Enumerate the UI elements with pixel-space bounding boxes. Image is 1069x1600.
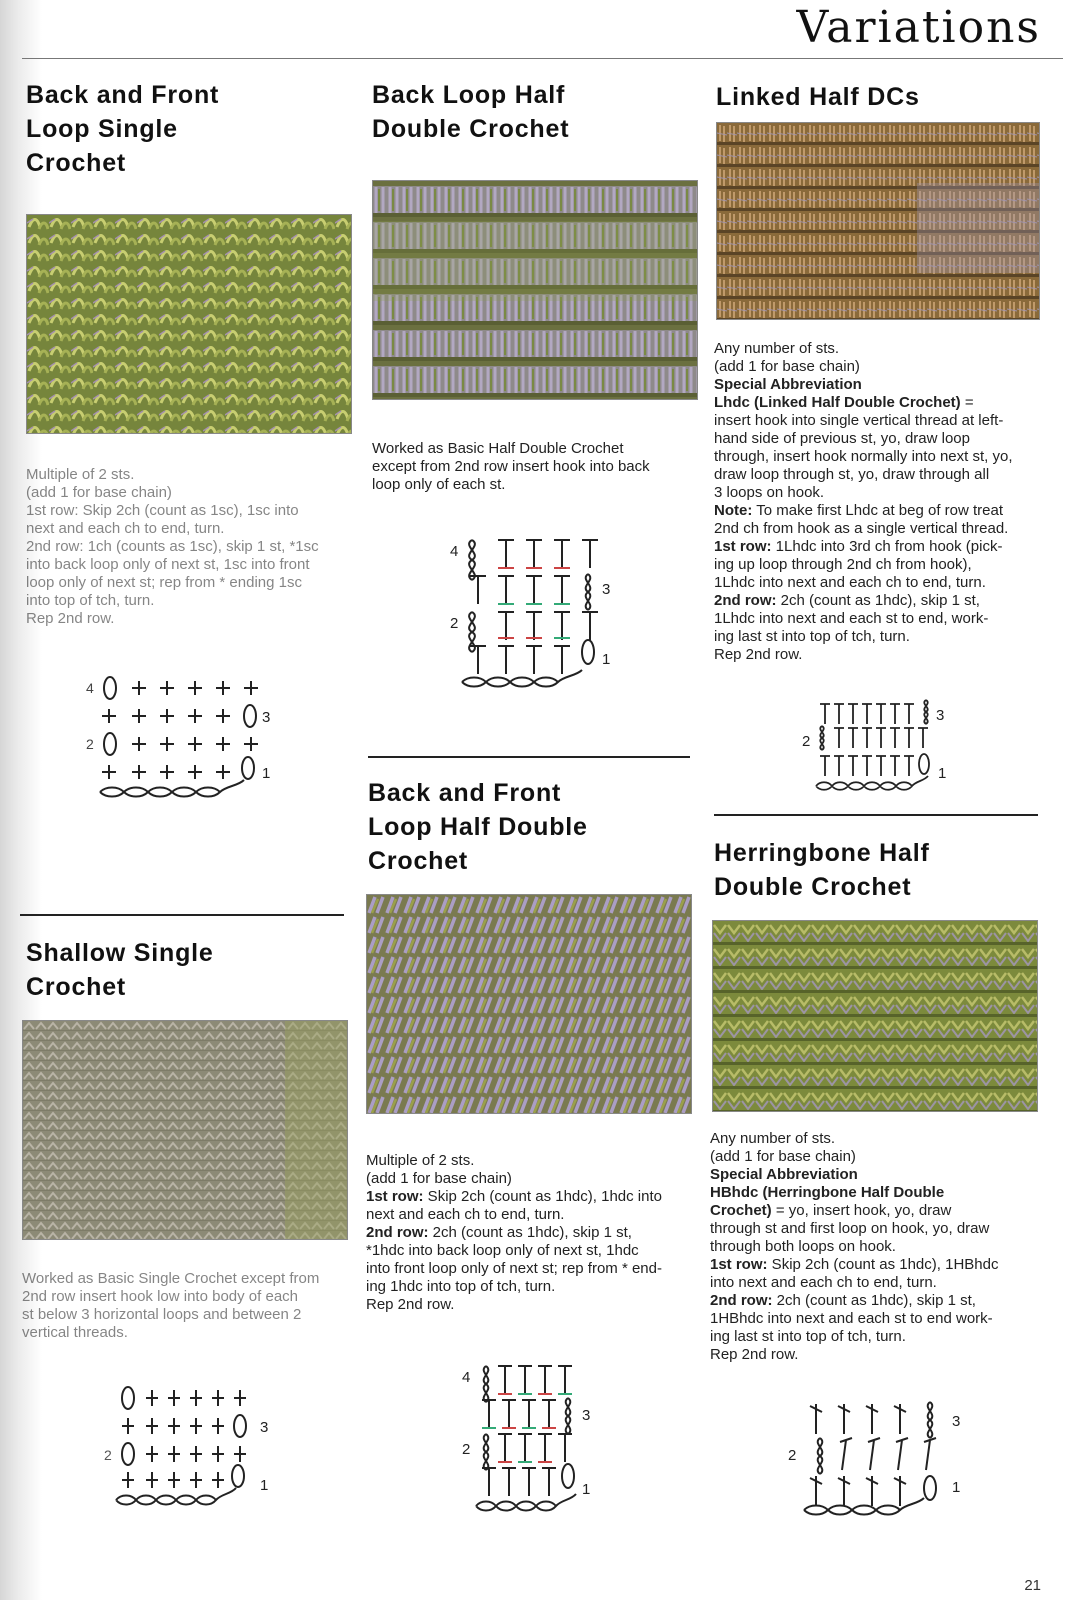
- instruction-line: [714, 646, 1044, 664]
- instruction-line: 2nd row: 1ch (counts as 1sc), skip 1 st, *1sc: [26, 538, 319, 555]
- header-rule: [22, 58, 1063, 59]
- instruction-line: Rep 2nd row.: [26, 610, 115, 627]
- title-line: Double Crochet: [372, 115, 570, 143]
- section-divider: [714, 814, 1038, 816]
- instruction-line: (add 1 for base chain): [26, 484, 172, 501]
- instruction-text: =: [960, 394, 974, 411]
- section-bf-sc-title: [26, 78, 219, 180]
- instruction-line: [710, 1220, 1036, 1238]
- instruction-line: [714, 484, 1044, 502]
- instruction-text: hand side of previous st, yo, draw loop: [714, 430, 970, 447]
- instruction-line: [710, 1238, 1036, 1256]
- stitch-diagram-herringbone: [780, 1396, 980, 1526]
- stitch-diagram-shallow-sc: [100, 1380, 280, 1510]
- instruction-line: [366, 1242, 692, 1260]
- instruction-line: [710, 1328, 1036, 1346]
- instruction-text: (add 1 for base chain): [710, 1148, 856, 1165]
- instruction-text: Multiple of 2 sts.: [366, 1152, 475, 1169]
- instruction-text: Rep 2nd row.: [366, 1296, 455, 1313]
- instruction-line: [710, 1202, 1036, 1220]
- instruction-text: into next and each ch to end, turn.: [710, 1274, 937, 1291]
- swatch-photo-linked-hdc: [716, 122, 1040, 320]
- instruction-line: [710, 1310, 1036, 1328]
- instruction-line: [366, 1260, 692, 1278]
- instruction-text: through st and first loop on hook, yo, draw: [710, 1220, 990, 1237]
- instruction-line: [710, 1148, 1036, 1166]
- instruction-line: [714, 430, 1044, 448]
- instruction-line: 2nd row insert hook low into body of each: [22, 1288, 298, 1305]
- chart-row-label: 2: [462, 1441, 471, 1458]
- chart-row-label: 3: [952, 1413, 961, 1430]
- instruction-line: [366, 1206, 692, 1224]
- chart-row-label: 3: [602, 581, 611, 598]
- instruction-line: [714, 610, 1044, 628]
- instruction-line: [366, 1188, 692, 1206]
- title-line: Herringbone Half: [714, 839, 930, 867]
- swatch-photo-bf-sc: [26, 214, 352, 434]
- stitch-diagram-linked-hdc: [800, 696, 970, 796]
- instruction-line: next and each ch to end, turn.: [26, 520, 225, 537]
- title-line: Back and Front: [368, 779, 562, 807]
- title-line: Back and Front: [26, 81, 220, 109]
- instruction-bold-label: Lhdc (Linked Half Double Crochet): [714, 394, 961, 411]
- instruction-text: into front loop only of next st; rep from * end-: [366, 1260, 662, 1277]
- stitch-diagram-bf-hdc: [456, 1360, 616, 1520]
- chart-row-label: 3: [582, 1407, 591, 1424]
- title-line: Crochet: [368, 847, 469, 875]
- instruction-text: ing up loop through 2nd ch from hook),: [714, 556, 972, 573]
- instruction-text: 2ch (count as 1hdc), skip 1 st,: [428, 1224, 632, 1241]
- instruction-text: next and each ch to end, turn.: [366, 1206, 565, 1223]
- instruction-line: [714, 358, 1044, 376]
- section-bl-hdc-title: [372, 78, 569, 146]
- instruction-text: Any number of sts.: [710, 1130, 836, 1147]
- instruction-text: Skip 2ch (count as 1hdc), 1hdc into: [423, 1188, 662, 1205]
- chart-row-label: 4: [450, 543, 459, 560]
- instruction-line: [714, 520, 1044, 538]
- instruction-text: through, insert hook normally into next st, yo,: [714, 448, 1013, 465]
- section-herringbone-instructions: [710, 1130, 1036, 1364]
- instruction-text: *1hdc into back loop only of next st, 1hdc: [366, 1242, 639, 1259]
- swatch-photo-bf-hdc: [366, 894, 692, 1114]
- instruction-line: [710, 1130, 1036, 1148]
- instruction-line: [710, 1166, 1036, 1184]
- instruction-text: Any number of sts.: [714, 340, 840, 357]
- instruction-text: (add 1 for base chain): [714, 358, 860, 375]
- instruction-line: [714, 574, 1044, 592]
- section-bf-sc-instructions: [26, 466, 348, 628]
- instruction-text: ing last st into top of tch, turn.: [710, 1328, 906, 1345]
- chart-row-label: 3: [260, 1419, 269, 1436]
- swatch-photo-herringbone: [712, 920, 1038, 1112]
- chart-row-label: 2: [802, 733, 811, 750]
- section-linked-instructions: [714, 340, 1044, 664]
- instruction-text: = yo, insert hook, yo, draw: [771, 1202, 952, 1219]
- instruction-line: [714, 394, 1044, 412]
- instruction-text: 2ch (count as 1hdc), skip 1 st,: [776, 592, 980, 609]
- section-bf-hdc-instructions: [366, 1152, 692, 1314]
- instruction-text: (add 1 for base chain): [366, 1170, 512, 1187]
- instruction-line: st below 3 horizontal loops and between 2: [22, 1306, 302, 1323]
- instruction-text: Skip 2ch (count as 1hdc), 1HBhdc: [767, 1256, 999, 1273]
- title-line: Loop Single: [26, 115, 178, 143]
- instruction-line: into back loop only of next st, 1sc into front: [26, 556, 310, 573]
- instruction-line: [714, 628, 1044, 646]
- instruction-line: [710, 1184, 1036, 1202]
- title-line: Linked Half DCs: [716, 83, 920, 111]
- title-line: Double Crochet: [714, 873, 912, 901]
- instruction-bold-label: Special Abbreviation: [710, 1166, 858, 1183]
- instruction-text: Rep 2nd row.: [710, 1346, 799, 1363]
- chart-row-label: 1: [582, 1481, 591, 1498]
- stitch-diagram-bf-sc: [80, 672, 290, 802]
- instruction-line: into top of tch, turn.: [26, 592, 155, 609]
- instruction-line: [714, 556, 1044, 574]
- stitch-diagram-bl-hdc: [446, 532, 626, 692]
- chart-row-label: 1: [262, 765, 271, 782]
- instruction-bold-label: 1st row:: [710, 1256, 768, 1273]
- chart-row-label: 2: [104, 1447, 112, 1463]
- instruction-line: Worked as Basic Single Crochet except from: [22, 1270, 320, 1287]
- instruction-line: [366, 1278, 692, 1296]
- title-line: Crochet: [26, 149, 127, 177]
- instruction-text: 1HBhdc into next and each st to end work-: [710, 1310, 993, 1327]
- instruction-text: 1Lhdc into 3rd ch from hook (pick-: [771, 538, 1003, 555]
- instruction-line: 1st row: Skip 2ch (count as 1sc), 1sc into: [26, 502, 299, 519]
- instruction-line: [714, 448, 1044, 466]
- instruction-bold-label: Special Abbreviation: [714, 376, 862, 393]
- instruction-line: [366, 1152, 692, 1170]
- chart-row-label: 3: [936, 707, 945, 724]
- instruction-text: Rep 2nd row.: [714, 646, 803, 663]
- instruction-text: through both loops on hook.: [710, 1238, 896, 1255]
- instruction-text: insert hook into single vertical thread at left-: [714, 412, 1004, 429]
- instruction-bold-label: HBhdc (Herringbone Half Double: [710, 1184, 945, 1201]
- instruction-line: [366, 1296, 692, 1314]
- instruction-text: 2nd ch from hook as a single vertical thread.: [714, 520, 1009, 537]
- instruction-bold-label: 2nd row:: [710, 1292, 773, 1309]
- instruction-line: [714, 340, 1044, 358]
- title-line: Back Loop Half: [372, 81, 566, 109]
- instruction-line: loop only of each st.: [372, 476, 506, 493]
- instruction-line: [710, 1256, 1036, 1274]
- instruction-line: [710, 1346, 1036, 1364]
- instruction-text: 1Lhdc into next and each ch to end, turn.: [714, 574, 986, 591]
- chart-row-label: 1: [602, 651, 611, 668]
- chart-row-label: 1: [938, 765, 947, 782]
- chart-row-label: 3: [262, 709, 271, 726]
- chart-row-label: 4: [462, 1369, 471, 1386]
- instruction-line: [710, 1274, 1036, 1292]
- instruction-bold-label: Crochet): [710, 1202, 772, 1219]
- instruction-line: except from 2nd row insert hook into back: [372, 458, 650, 475]
- chart-row-label: 2: [86, 736, 94, 752]
- title-line: Shallow Single: [26, 939, 214, 967]
- instruction-line: [366, 1170, 692, 1188]
- swatch-photo-bl-hdc: [372, 180, 698, 400]
- instruction-bold-label: 1st row:: [366, 1188, 424, 1205]
- section-bf-hdc-title: [368, 776, 588, 878]
- instruction-text: draw loop through st, yo, draw through all: [714, 466, 990, 483]
- section-herringbone-title: [714, 836, 930, 904]
- instruction-line: [714, 538, 1044, 556]
- instruction-line: [714, 592, 1044, 610]
- page-heading: Variations: [796, 2, 1041, 53]
- instruction-line: Worked as Basic Half Double Crochet: [372, 440, 624, 457]
- chart-row-label: 2: [788, 1447, 797, 1464]
- title-line: Loop Half Double: [368, 813, 588, 841]
- instruction-line: [714, 502, 1044, 520]
- instruction-bold-label: 2nd row:: [366, 1224, 429, 1241]
- section-shallow-sc-instructions: [22, 1270, 344, 1342]
- instruction-text: ing 1hdc into top of tch, turn.: [366, 1278, 556, 1295]
- chart-row-label: 4: [86, 680, 94, 696]
- instruction-line: [710, 1292, 1036, 1310]
- instruction-text: 2ch (count as 1hdc), skip 1 st,: [772, 1292, 976, 1309]
- chart-row-label: 1: [952, 1479, 961, 1496]
- instruction-line: [714, 412, 1044, 430]
- section-bl-hdc-instructions: [372, 440, 696, 494]
- section-divider: [368, 756, 690, 758]
- page-number: 21: [1024, 1577, 1041, 1594]
- instruction-line: Multiple of 2 sts.: [26, 466, 135, 483]
- chart-row-label: 2: [450, 615, 459, 632]
- instruction-text: 3 loops on hook.: [714, 484, 825, 501]
- instruction-line: loop only of next st; rep from * ending 1sc: [26, 574, 302, 591]
- instruction-line: [714, 466, 1044, 484]
- swatch-photo-shallow-sc: [22, 1020, 348, 1240]
- title-line: Crochet: [26, 973, 127, 1001]
- instruction-text: To make first Lhdc at beg of row treat: [752, 502, 1004, 519]
- section-divider: [20, 914, 344, 916]
- instruction-bold-label: 1st row:: [714, 538, 772, 555]
- chart-row-label: 1: [260, 1477, 269, 1494]
- instruction-bold-label: 2nd row:: [714, 592, 777, 609]
- instruction-bold-label: Note:: [714, 502, 753, 519]
- instruction-line: vertical threads.: [22, 1324, 128, 1341]
- instruction-text: 1Lhdc into next and each st to end, work-: [714, 610, 989, 627]
- section-linked-title: [716, 80, 920, 114]
- instruction-text: ing last st into top of tch, turn.: [714, 628, 910, 645]
- instruction-line: [714, 376, 1044, 394]
- section-shallow-sc-title: [26, 936, 214, 1004]
- instruction-line: [366, 1224, 692, 1242]
